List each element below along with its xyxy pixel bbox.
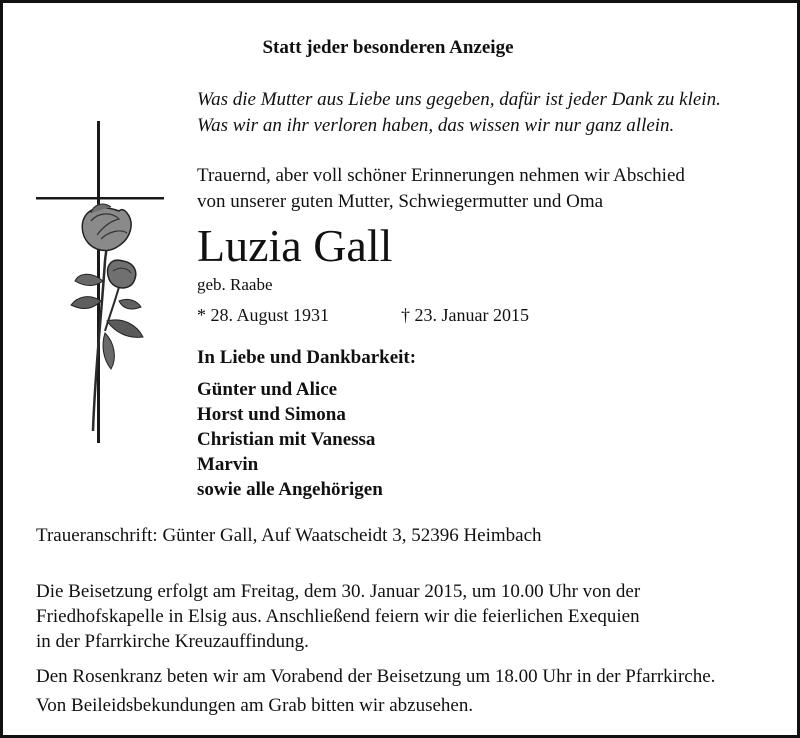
thanks-heading: In Liebe und Dankbarkeit: (197, 347, 417, 368)
notice-header: Statt jeder besonderen Anzeige (262, 37, 514, 58)
quote-line: Was die Mutter aus Liebe uns gegeben, dafür ist jeder Dank zu klein. (197, 89, 721, 110)
mourning-address: Traueranschrift: Günter Gall, Auf Waatscheidt 3, 52396 Heimbach (36, 525, 542, 546)
deceased-name: Luzia Gall (197, 220, 393, 271)
family-member: Horst und Simona (197, 404, 346, 425)
family-list (197, 377, 383, 502)
memorial-quote (197, 87, 721, 139)
birth-date: * 28. August 1931 (197, 305, 330, 325)
family-member: Marvin (197, 454, 259, 475)
death-date: † 23. Januar 2015 (401, 305, 529, 325)
condolence-note: Von Beileidsbekundungen am Grab bitten wir abzusehen. (36, 695, 474, 716)
intro-text (197, 163, 685, 215)
funeral-line: Die Beisetzung erfolgt am Freitag, dem 30. Januar 2015, um 10.00 Uhr von der (36, 581, 641, 602)
cross-with-roses-illustration (31, 121, 171, 451)
family-member: Christian mit Vanessa (197, 429, 376, 450)
rose-icon (71, 204, 143, 431)
family-member: Günter und Alice (197, 379, 338, 400)
intro-line: Trauernd, aber voll schöner Erinnerungen nehmen wir Abschied (197, 165, 685, 186)
maiden-name: geb. Raabe (197, 275, 273, 294)
intro-line: von unserer guten Mutter, Schwiegermutter und Oma (197, 191, 604, 212)
quote-line: Was wir an ihr verloren haben, das wissen wir nur ganz allein. (197, 115, 675, 136)
funeral-line: in der Pfarrkirche Kreuzauffindung. (36, 631, 309, 652)
funeral-info (36, 579, 640, 654)
rosary-info: Den Rosenkranz beten wir am Vorabend der Beisetzung um 18.00 Uhr in der Pfarrkirche. (36, 666, 716, 687)
family-member: sowie alle Angehörigen (197, 479, 383, 500)
funeral-line: Friedhofskapelle in Elsig aus. Anschließend feiern wir die feierlichen Exequien (36, 606, 640, 627)
